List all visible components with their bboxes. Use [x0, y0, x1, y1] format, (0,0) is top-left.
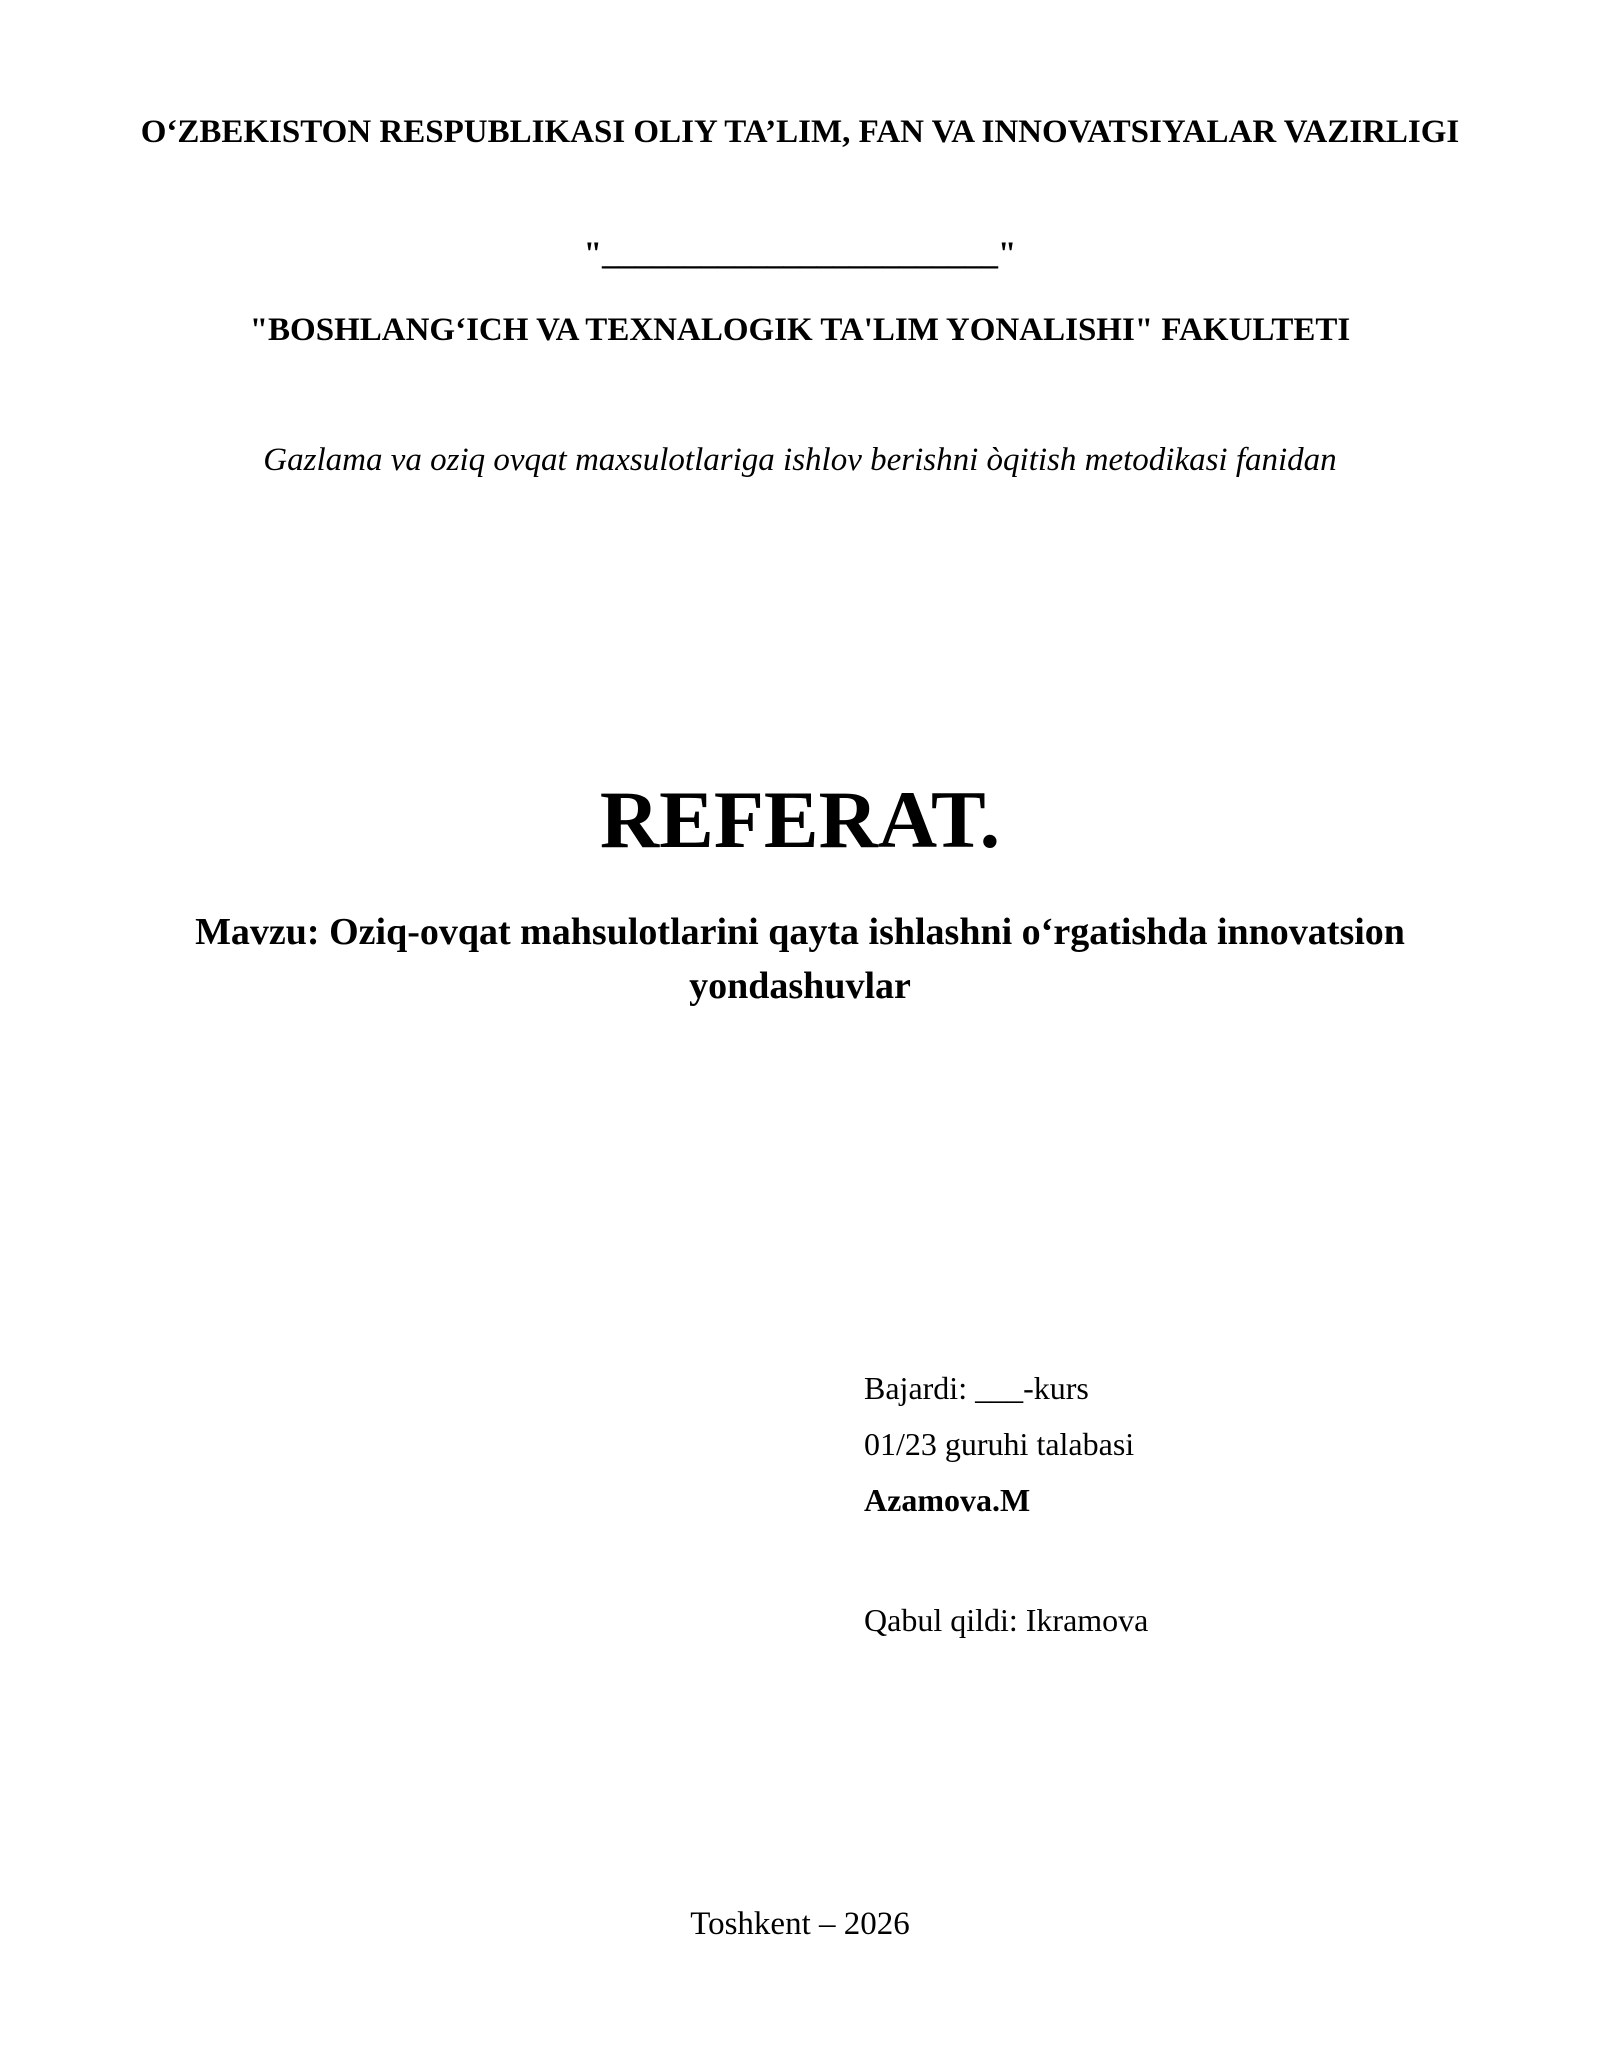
spacer — [864, 1528, 1504, 1592]
author-info-block — [864, 1360, 1504, 1648]
subject-line: Gazlama va oziq ovqat maxsulotlariga ishlov berishni òqitish metodikasi fanidan — [263, 442, 1337, 478]
group-line: 01/23 guruhi talabasi — [864, 1426, 1135, 1462]
student-name: Azamova.M — [864, 1482, 1031, 1518]
faculty-heading: "BOSHLANG‘ICH VA TEXNALOGIK TA'LIM YONALISHI" FAKULTETI — [249, 312, 1351, 348]
document-type-title: REFERAT. — [599, 774, 1001, 865]
university-name-blank: "________________________" — [583, 236, 1017, 272]
topic-heading: Mavzu: Oziq-ovqat mahsulotlarini qayta ishlashni o‘rgatishda innovatsion yondashuvlar — [195, 911, 1405, 1007]
done-by-line: Bajardi: ___-kurs — [864, 1370, 1089, 1406]
ministry-heading: O‘ZBEKISTON RESPUBLIKASI OLIY TA’LIM, FAN VA INNOVATSIYALAR VAZIRLIGI — [140, 114, 1460, 150]
accepted-by-line: Qabul qildi: Ikramova — [864, 1602, 1149, 1638]
city-year-footer: Toshkent – 2026 — [690, 1906, 910, 1942]
